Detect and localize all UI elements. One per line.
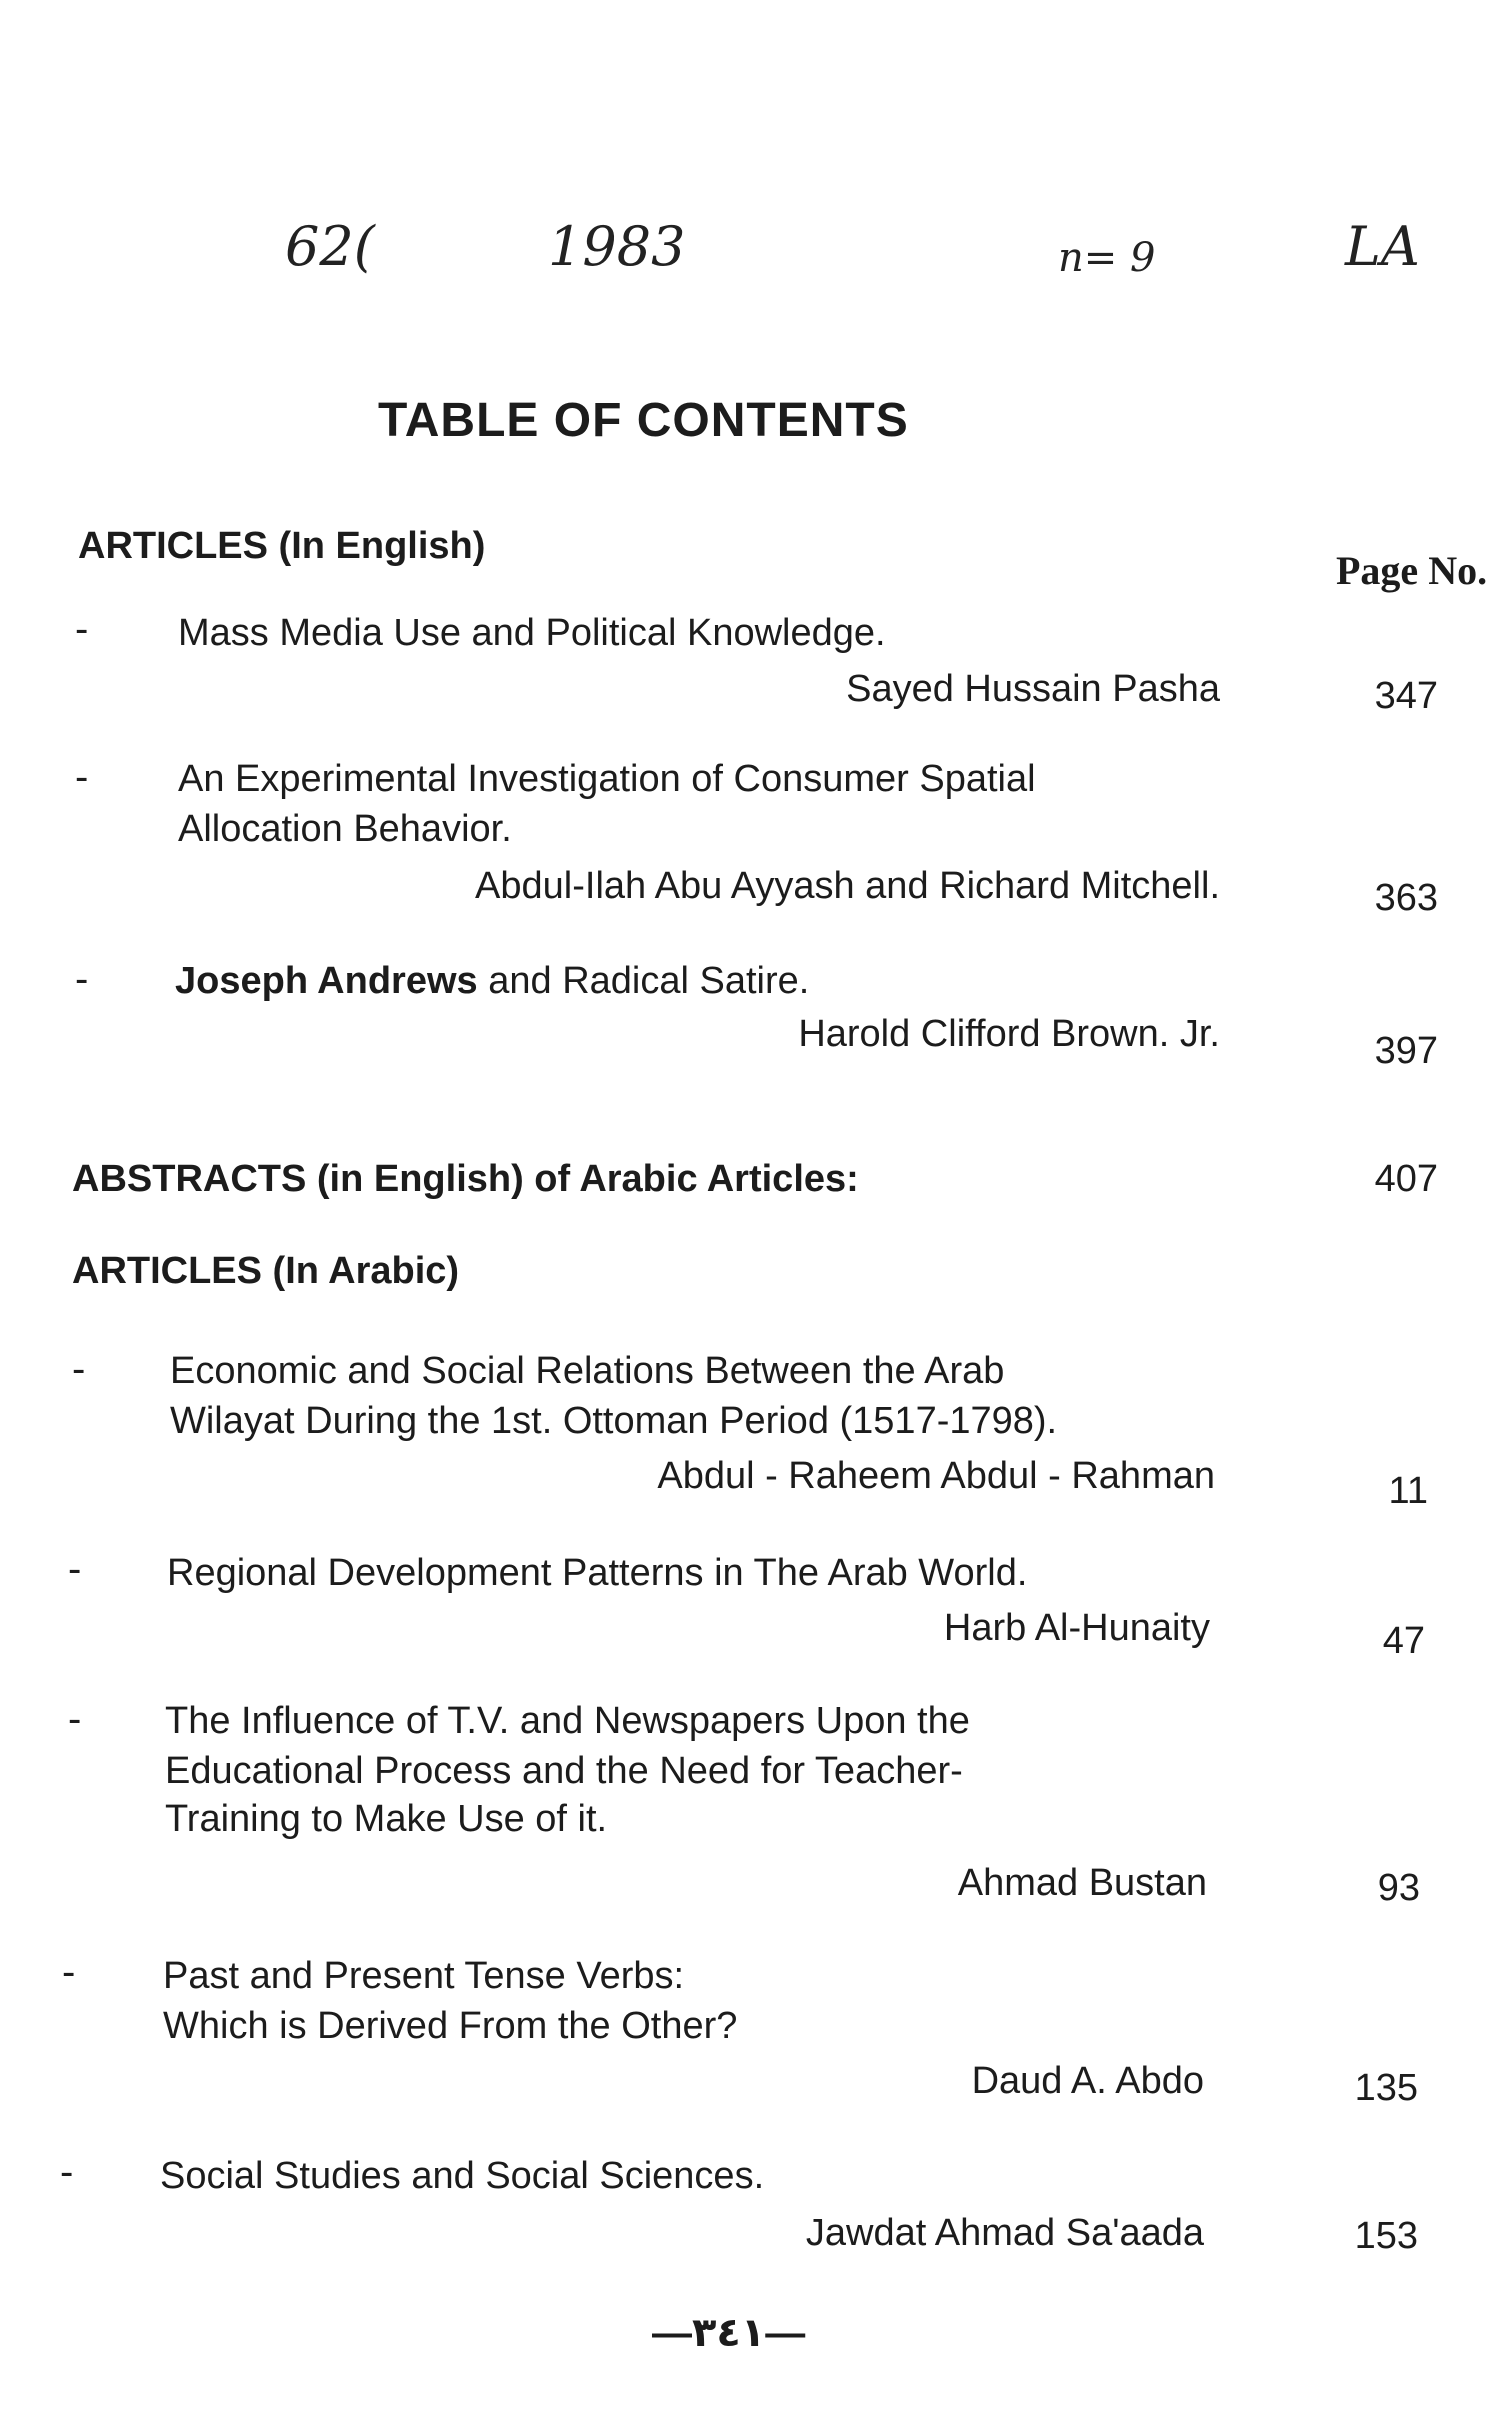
handwritten-note-2: 1983	[548, 215, 686, 278]
abstracts-page-number: 407	[1374, 1158, 1438, 1200]
page-footer-number: —٣٤١—	[652, 2311, 806, 2355]
article-page-number: 11	[1388, 1470, 1428, 1512]
article-page-number: 153	[1354, 2215, 1418, 2257]
article-author: Abdul-Ilah Abu Ayyash and Richard Mitchell.	[475, 865, 1220, 907]
article-title-line: An Experimental Investigation of Consumer Spatial	[178, 758, 1036, 800]
article-title-line: Regional Development Patterns in The Arab World.	[167, 1552, 1028, 1594]
article-author: Abdul - Raheem Abdul - Rahman	[657, 1455, 1215, 1497]
article-author: Harold Clifford Brown. Jr.	[798, 1013, 1220, 1055]
article-title-line: Past and Present Tense Verbs:	[163, 1955, 685, 1997]
list-bullet: -	[68, 1547, 82, 1591]
article-author: Daud A. Abdo	[971, 2060, 1204, 2102]
article-title-line: Allocation Behavior.	[178, 808, 512, 850]
article-author: Harb Al-Hunaity	[943, 1607, 1210, 1649]
article-title-line	[175, 960, 809, 1003]
section-heading-abstracts: ABSTRACTS (in English) of Arabic Articles:	[72, 1158, 859, 1200]
article-page-number: 363	[1374, 877, 1438, 919]
article-title-bold: Joseph Andrews	[175, 960, 478, 1002]
handwritten-note-1: 62(	[285, 215, 375, 278]
article-title-line: Which is Derived From the Other?	[163, 2005, 738, 2047]
list-bullet: -	[72, 1347, 86, 1391]
handwritten-note-3: n= 9	[1058, 235, 1156, 281]
list-bullet: -	[75, 607, 89, 651]
list-bullet: -	[75, 755, 89, 799]
section-heading-english: ARTICLES (In English)	[78, 525, 486, 567]
article-page-number: 135	[1354, 2067, 1418, 2109]
page-title: TABLE OF CONTENTS	[378, 394, 909, 447]
list-bullet: -	[75, 957, 89, 1001]
list-bullet: -	[68, 1697, 82, 1741]
article-title-line: Economic and Social Relations Between the Arab	[170, 1350, 1005, 1392]
article-page-number: 93	[1377, 1867, 1420, 1909]
article-title-line: Wilayat During the 1st. Ottoman Period (1517-1798).	[170, 1400, 1058, 1442]
article-title-line: The Influence of T.V. and Newspapers Upon the	[165, 1700, 970, 1742]
article-page-number: 397	[1374, 1030, 1438, 1072]
handwritten-note-4: LA	[1345, 215, 1420, 278]
article-title-line: Mass Media Use and Political Knowledge.	[178, 612, 886, 654]
article-title-line: Social Studies and Social Sciences.	[160, 2155, 765, 2197]
article-page-number: 47	[1382, 1620, 1425, 1662]
list-bullet: -	[62, 1950, 76, 1994]
article-page-number: 347	[1374, 675, 1438, 717]
section-heading-arabic: ARTICLES (In Arabic)	[72, 1250, 460, 1292]
article-title-line: Training to Make Use of it.	[165, 1798, 608, 1840]
article-title-rest: and Radical Satire.	[477, 960, 810, 1002]
article-author: Ahmad Bustan	[957, 1862, 1207, 1904]
list-bullet: -	[60, 2150, 74, 2194]
article-author: Sayed Hussain Pasha	[846, 668, 1220, 710]
article-title-line: Educational Process and the Need for Teacher-	[165, 1750, 963, 1792]
page-no-label: Page No.	[1336, 548, 1488, 593]
article-author: Jawdat Ahmad Sa'aada	[805, 2212, 1204, 2254]
